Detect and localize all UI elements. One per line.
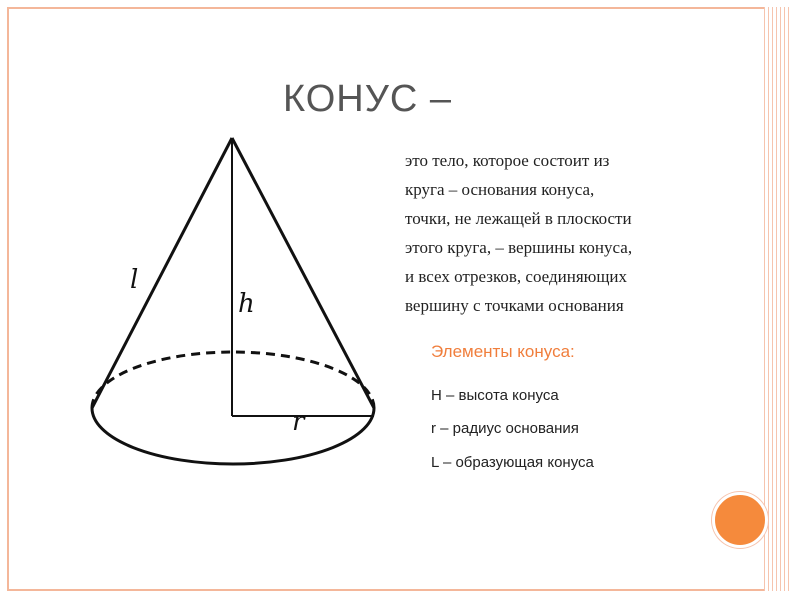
slide-title: КОНУС – (283, 78, 452, 120)
element-slant: L – образующая конуса (431, 454, 594, 471)
definition-line: точки, не лежащей в плоскости (405, 209, 632, 228)
decorative-stripes (764, 7, 789, 591)
decorative-circle (712, 492, 768, 548)
definition-line: этого круга, – вершины конуса, (405, 238, 633, 257)
definition-text (405, 146, 725, 320)
cone-slant-right (232, 138, 374, 408)
definition-line: и всех отрезков, соединяющих (405, 267, 628, 286)
cone-diagram (80, 130, 390, 475)
label-radius: r (292, 407, 305, 437)
definition-line: это тело, которое состоит из (405, 151, 610, 170)
elements-heading: Элементы конуса: (431, 342, 575, 361)
definition-line: круга – основания конуса, (405, 180, 595, 199)
cone-slant-left (92, 138, 232, 408)
element-radius: r – радиус основания (431, 420, 579, 437)
definition-line: вершину с точками основания (405, 296, 624, 315)
label-height: h (238, 289, 255, 319)
element-height: Н – высота конуса (431, 387, 559, 404)
label-slant: l (130, 265, 139, 295)
